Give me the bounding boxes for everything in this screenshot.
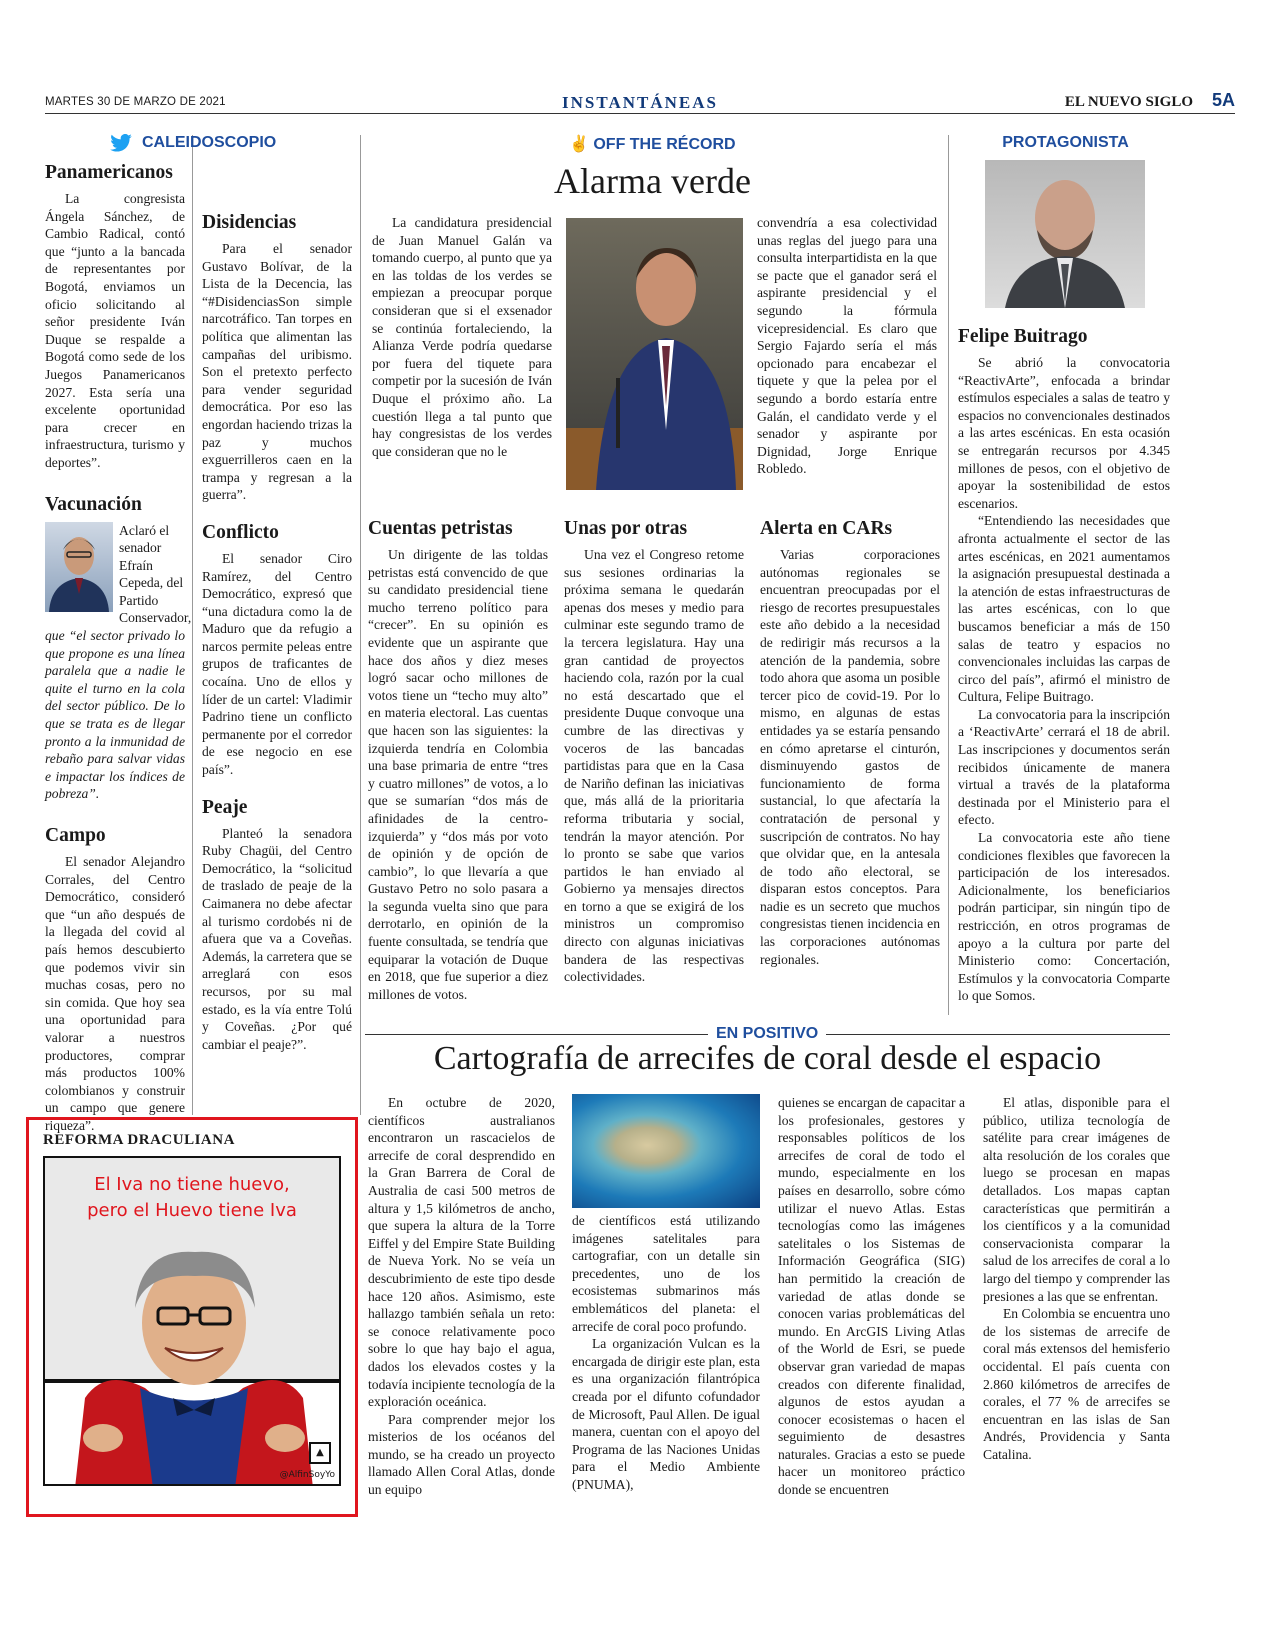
cartoon-frame <box>26 1117 358 1517</box>
offrecord-col1: La candidatura presidencial de Juan Manuel Galán va tomando cuerpo, al punto que ya en las toldas de los verdes se empiezan a preocupar porque consideran que si el exsenador se continúa fortaleciendo, la Alianza Verde podría quedarse por fuera del tiquete para competir por la sucesión de Iván Duque el próximo año. La cuestión llega a tal punto que hay congresistas de los verdes que consideran que no le <box>372 215 552 459</box>
buitrago-photo <box>985 160 1145 308</box>
caleidoscopio-col2: Disidencias Para el senador Gustavo Bolívar, de la Lista de la Decencia, las “#DisidenciasSon simple narcotráfico. Tan torpes en política que alimentan las campañas del uribismo. Son el pretexto perfecto para vender seguridad democrática. Por eso las engordan haciendo trizas la paz y muchos exguerrilleros caen en la trampa y regresan a la guerra”. Conflicto El senador Ciro Ramírez, del Centro Democrático, expresó que “una dictadura como la de Maduro que da refugio a narcos permite peleas entre grupos de traficantes de cocaína. Uno de ellos y líder de un cartel: Vladimir Padrino tiene un conflicto permanente por el corredor de ese negocio en ese país”. Peaje Planteó la senadora Ruby Chagüi, del Centro Democrático, la “solicitud de traslado de peaje de la Caimanera no debe afectar al turismo cordobés ni de afuera que va a Coveñas. Además, la carretera que se arreglará con esos recursos, por su mal estado, es la vía entre Tolú y Coveñas. ¿Por qué cambiar el peaje?”. <box>202 212 352 1052</box>
hand-peace-icon: ✌ <box>569 136 590 153</box>
column-rule <box>360 135 361 1115</box>
item-title: Panamericanos <box>45 162 173 183</box>
item-title: Peaje <box>202 796 248 818</box>
newspaper-brand: EL NUEVO SIGLO <box>1064 94 1193 110</box>
article-title: Alerta en CARs <box>760 518 893 539</box>
cuentas-article: Cuentas petristas Un dirigente de las toldas petristas está convencido de que su candidato presidencial tiene mucho terreno político para “crecer”. En su opinión es evidente que un aspirante que hace dos años y diez meses logró sacar ocho millones de votos tiene un “techo muy alto” en materia electoral. Las cuentas que hacen son las siguientes: la izquierda tendría en Colombia una base primaria de entre “tres y cuatro millones” de votos, a lo que se sumarían “dos más de afinidades de la centro-izquierda” y “dos más por voto de opinión y de opción de cambio”, lo que llevaría a que Gustavo Petro no solo pasara a la segunda vuelta sino que para derrotarlo, en opinión de la fuente consultada, se tendría que equiparar la votación de Duque en 2018, que fue superior a diez millones de votos. <box>368 518 548 1002</box>
cartoon-caption: El Iva no tiene huevo, pero el Huevo tiene Iva <box>87 1174 297 1221</box>
protagonista-kicker: PROTAGONISTA <box>1002 134 1129 151</box>
item-title: Conflicto <box>202 521 279 543</box>
enpositivo-col2: de científicos está utilizando imágenes satelitales para cartografiar, con un detalle sin precedentes, uno de los ecosistemas submarinos más emblemáticos del planeta: el arrecife de coral poco profundo. La organización Vulcan es la encargada de dirigir este plan, esta es una organización filantrópica creada por el difunto cofundador de Microsoft, Paul Allen. De igual manera, cuentan con el apoyo del Programa de las Naciones Unidas para el Medio Ambiente (PNUMA), <box>572 1213 760 1492</box>
artist-logo-icon: ▲ <box>309 1442 331 1464</box>
page-number: 5A <box>1211 90 1235 110</box>
offrecord-headline: Alarma verde <box>554 161 751 201</box>
cartoon-panel <box>43 1156 341 1486</box>
issue-date: MARTES 30 DE MARZO DE 2021 <box>45 96 226 108</box>
page-header <box>45 92 1235 114</box>
enpositivo-col4: El atlas, disponible para el público, utiliza tecnología de satélite para crear imágenes de alta resolución de los corales que luego se procesan en mapas detallados. Los mapas captan características que permitirán a los científicos y a la comunidad conservacionista comparar la salud de los arrecifes de coral a lo largo del tiempo y comprender las presiones a las que se enfrentan. En Colombia se encuentra uno de los sistemas de arrecife de coral más extensos del hemisferio occidental. El país cuenta con 2.860 kilómetros de arrecifes de corales, el 77 % de arrecifes se encuentran en las islas de San Andrés, Providencia y Santa Catalina. <box>983 1095 1170 1462</box>
galan-photo <box>566 218 743 490</box>
article-title: Cuentas petristas <box>368 518 513 539</box>
item-text: El senador Alejandro Corrales, del Centro Democrático, consideró que “un año después de la llegada del covid al país hemos descubierto que podemos vivir sin muchas cosas, pero no sin comida. Que hoy sea una oportunidad para valorar a nuestros productores, comprar más productos 100% colombianos y construir un campo que genere riqueza”. <box>45 854 185 1133</box>
cepeda-photo <box>45 522 113 612</box>
unas-article: Unas por otras Una vez el Congreso retome sus sesiones ordinarias la próxima semana le quedarán apenas dos meses y medio para culminar este segundo tramo de la tercera legislatura. Hay una gran cantidad de proyectos haciendo cola, razón por la cual no está descartado que el presidente Duque convoque una cumbre de las directivas y voceros de las bancadas partidistas para que en la Casa de Nariño definan las iniciativas que, más allá de la prioritaria reforma tributaria y social, tendrán la mayor atención. Por lo pronto se sabe que varios partidos le han enviado al Gobierno ya mensajes directos en torno a que se exigirá de los ministros un compromiso directo con algunas iniciativas bandera de las respectivas colectividades. <box>564 518 744 985</box>
item-title: Disidencias <box>202 212 297 233</box>
item-title: Campo <box>45 825 106 846</box>
caleidoscopio-col1: Panamericanos La congresista Ángela Sánchez, de Cambio Radical, contó que “junto a la bancada de representantes por Bogotá, enviamos un oficio solicitando al señor presidente Iván Duque se respalde a Bogotá como sede de los Juegos Panamericanos 2027. Esta sería una excelente oportunidad para crecer en infraestructura, turismo y deportes”. Vacunación Aclaró el senador Efraín Cepeda, del Partido Conservador, que “el sector privado lo que propone es una línea paralela que a nadie le quite el turno en la cola del sector público. De lo que se trata es de llegar pronto a la inmunidad de rebaño para salvar vidas e impactar los índices de pobreza”. Campo El senador Alejandro Corrales, del Centro Democrático, consideró que “un año después de la llegada del covid al país hemos descubierto que podemos vivir sin muchas cosas, pero no sin comida. Que hoy sea una oportunidad para valorar a nuestros productores, comprar más productos 100% colombianos y construir un campo que genere riqueza”. <box>45 162 192 1133</box>
cartoon-title: REFORMA DRACULIANA <box>43 1132 235 1148</box>
column-rule <box>192 135 193 1115</box>
enpositivo-kicker: EN POSITIVO <box>708 1025 826 1043</box>
enpositivo-col1: En octubre de 2020, científicos australianos encontraron un rascacielos de arrecife de coral desprendido en la Gran Barrera de Coral de Australia de casi 500 metros de altura y 1,5 kilómetros de ancho, que supera la altura de la Torre Eiffel y del Empire State Building de Nueva York. No se veía un descubrimiento de este tipo desde hace 120 años. Asimismo, este hallazgo también señala un reto: se conoce relativamente poco sobre lo que hay bajo el agua, dados los elevados costes y la todavía incipiente tecnología de la exploración oceánica. Para comprender mejor los misterios de los océanos del mundo, se ha creado un proyecto llamado Allen Coral Atlas, donde un equipo <box>368 1095 555 1498</box>
enpositivo-col3: quienes se encargan de capacitar a los profesionales, gestores y responsables políticos de los arrecifes de coral de todo el mundo, especialmente en los países en desarrollo, sobre cómo utilizar el nuevo Atlas. Estas tecnologías como las imágenes satelitales o los Sistemas de Información Geográfica (SIG) han permitido la creación de variedad de atlas donde se conocen varias problemáticas del mundo. En ArcGIS Living Atlas of the World de Esri, se puede observar gran variedad de mapas creados con diferente finalidad, algunos de estos ayudan a conocer ecosistemas o hacen el seguimiento de desastres naturales. Gracias a esto se puede hacer un monitoreo práctico donde se encuentren <box>778 1095 965 1498</box>
article-title: Unas por otras <box>564 518 688 539</box>
protagonista-name: Felipe Buitrago <box>958 326 1088 347</box>
protagonista-article: Felipe Buitrago Se abrió la convocatoria “ReactivArte”, enfocada a brindar estímulos especiales a salas de teatro y espacios no convencionales destinados a las artes escénicas. En esta ocasión se entregarán recursos por 4.345 millones de pesos, con el objetivo de apoyar la sostenibilidad de estos escenarios. “Entendiendo las necesidades que afronta actualmente el sector de las artes escénicas, en 2021 aumentamos la asignación presupuestal destinada a la atención de estas infraestructuras de las artes escénicas, con lo que buscamos beneficiar a más de 150 salas de teatro y espacios no convencionales incluidas las carpas de circo del país”, afirmó el ministro de Cultura, Felipe Buitrago. La convocatoria para la inscripción a ‘ReactivArte’ cerrará el 18 de abril. Las inscripciones y documentos serán recibidos únicamente de manera virtual a través de la plataforma destinada por el Ministerio para el efecto. La convocatoria este año tiene condiciones flexibles que favorecen la participación de los interesados. Adicionalmente, los beneficiarios podrán participar, sin ningún tipo de restricción, en otros programas de apoyo a la cultura por parte del Ministerio como: Concertación, Estímulos y la convocatoria Comparte lo que Somos. <box>958 326 1170 1004</box>
offrecord-kicker: ✌ OFF THE RÉCORD <box>569 136 736 153</box>
offrecord-col3: convendría a esa colectividad unas reglas del juego para una consulta interpartidista en la que se pacte que el ganador será el aspirante presidencial y el segundo la fórmula vicepresidencial. Es claro que Sergio Fajardo sería el más opcionado para encabezar el tiquete y que la pelea por el segundo a bordo estaría entre Galán, el candidato verde y el senador y aspirante por Dignidad, Jorge Enrique Robledo. <box>757 215 937 477</box>
cartoon-credit: @AlfinSoyYo <box>279 1470 335 1480</box>
enpositivo-headline: Cartografía de arrecifes de coral desde el espacio <box>433 1040 1102 1077</box>
twitter-bird-icon <box>110 134 132 152</box>
item-title: Vacunación <box>45 493 142 515</box>
item-text: La congresista Ángela Sánchez, de Cambio Radical, contó que “junto a la bancada de representantes por Bogotá, enviamos un oficio solicitando al señor presidente Iván Duque se respalde a Bogotá como sede de los Juegos Panamericanos 2027. Esta sería una excelente oportunidad para crecer en infraestructura, turismo y deportes”. <box>45 191 185 470</box>
alerta-article: Alerta en CARs Varias corporaciones autónomas regionales se encuentran preocupadas por el riesgo de recortes presupuestales este año debido a la necesidad de redirigir más recursos a la atención de la pandemia, sobre todo ahora que asoma un posible tercer pico de covid-19. Por lo mismo, en algunas de estas entidades ya se estaría pensando en cómo apretarse el cinturón, disminuyendo gastos de funcionamiento de forma sustancial, lo que afectaría la contratación de personal y suscripción de contratos. No hay que olvidar que, en la antesala de todo año electoral, se disparan estos conceptos. Para nadie es un secreto que muchos congresistas tienen incidencia en las corporaciones autónomas regionales. <box>760 518 940 967</box>
caleidoscopio-kicker <box>110 134 276 152</box>
column-rule <box>948 135 949 1015</box>
kicker-label: CALEIDOSCOPIO <box>142 134 277 151</box>
dracula-caricature <box>45 1238 341 1486</box>
coral-satellite-photo <box>572 1094 760 1208</box>
section-title: INSTANTÁNEAS <box>562 93 718 112</box>
vacunacion-block: Aclaró el senador Efraín Cepeda, del Partido Conservador, <box>45 522 185 628</box>
